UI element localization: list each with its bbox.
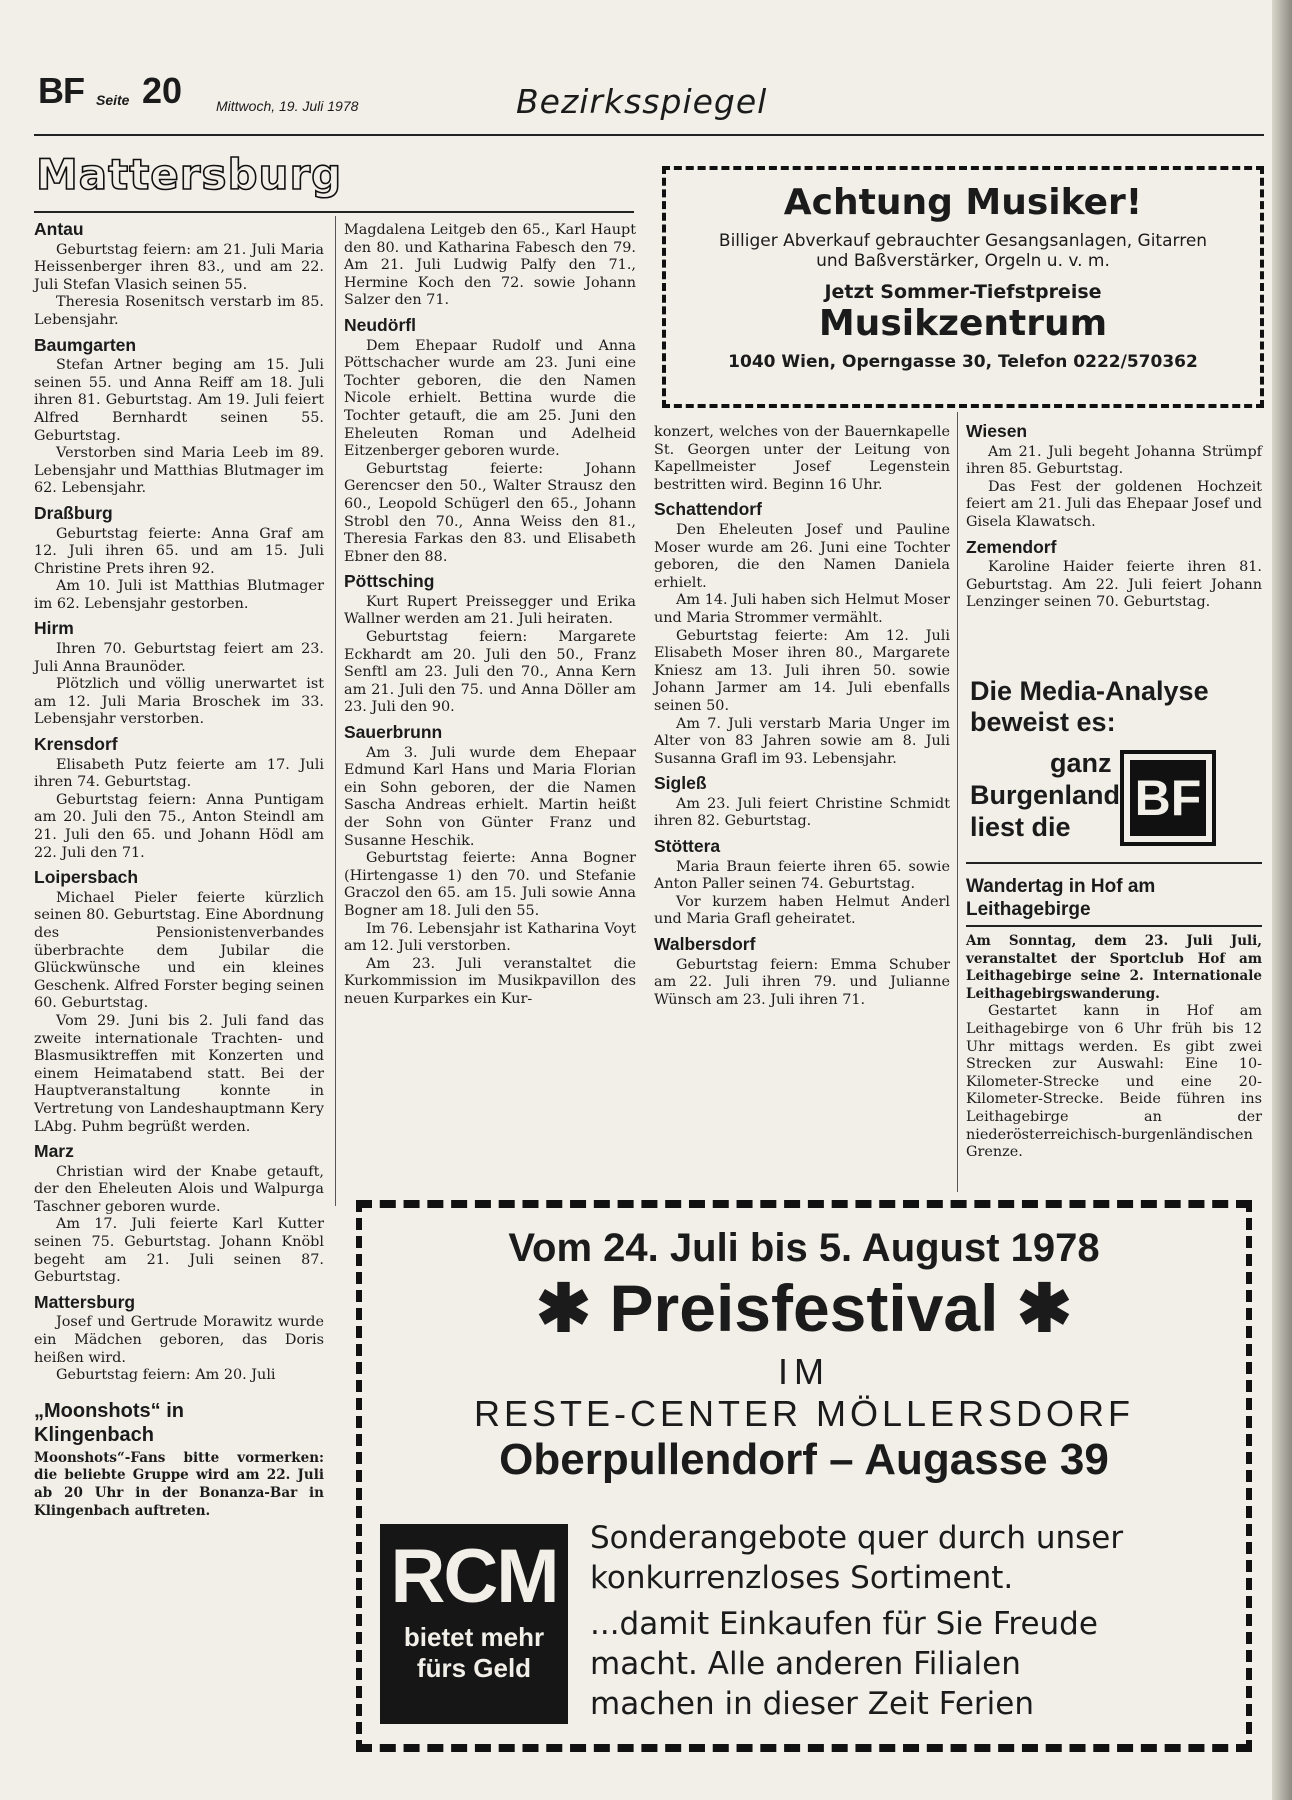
column-rule-1 [335, 216, 336, 1206]
heading-mattersburg: Mattersburg [34, 1291, 136, 1312]
heading-antau: Antau [34, 219, 84, 239]
media-line2: beweist es: [970, 707, 1116, 737]
rcm-address: Oberpullendorf – Augasse 39 [499, 1435, 1109, 1484]
ad-musik-address: 1040 Wien, Operngasse 30, Telefon 0222/570362 [728, 352, 1198, 372]
text-baumgarten-1: Stefan Artner beging am 15. Juli seinen 55. und Anna Reiff am 18. Juli ihren 81. Geburtstag. Am 19. Juli feiert Alfred Bernhardt seinen 55. Geburtstag. [34, 357, 324, 444]
page-number: 20 [142, 70, 183, 111]
region-title-rule [34, 211, 634, 213]
text-sauerbrunn-1: Am 3. Juli wurde dem Ehepaar Edmund Karl Hans und Maria Florian ein Sohn geboren, der die Namen Sascha Andreas erhielt. Martin heißt der Sohn von Günter Franz und Susanne Heschik. [344, 744, 636, 849]
media-line3: ganz [1050, 748, 1112, 778]
rcm-text [590, 1518, 1240, 1724]
text-baumgarten-2: Verstorben sind Maria Leeb im 89. Lebensjahr und Matthias Blutmager im 62. Lebensjahr. [34, 445, 324, 497]
heading-stoettera: Stöttera [654, 836, 721, 857]
text-col3-cont: konzert, welches von der Bauernkapelle St. Georgen unter der Leitung von Kapellmeister Josef Legenstein bestritten wird. Beginn 16 Uhr. [654, 424, 950, 493]
bf-logo-inner: BF [1130, 760, 1206, 836]
text-hirm-1: Ihren 70. Geburtstag feiert am 23. Juli Anna Braunöder. [34, 641, 324, 675]
text-wandertag-1: Am Sonntag, dem 23. Juli Juli, veranstaltet der Sportclub Hof am Leithagebirge seine 2. Internationale Leithagebirgswanderung. [966, 933, 1262, 1002]
heading-moonshots: „Moonshots“ in Klingenbach [34, 1399, 184, 1446]
text-krensdorf-1: Elisabeth Putz feierte am 17. Juli ihren 74. Geburtstag. [34, 756, 324, 791]
text-mattersburg-1: Josef und Gertrude Morawitz wurde ein Mädchen geboren, das Doris heißen wird. [34, 1314, 324, 1366]
text-krensdorf-2: Geburtstag feiern: Anna Puntigam am 20. Juli den 75., Anton Steindl am 21. Juli den 65. und Johann Hödl am 22. Juli den 71. [34, 791, 324, 861]
text-antau-1: Geburtstag feiern: am 21. Juli Maria Heissenberger ihren 83., und am 22. Juli Stefan Vlasich seinen 55. [34, 241, 324, 293]
masthead-rule [34, 134, 1264, 136]
rcm-logo: RCM [390, 1534, 558, 1619]
text-neudoerfl-2: Geburtstag feierte: Johann Gerencser den 50., Walter Strausz den 60., Leopold Schügerl den 65., Johann Strobl den 70., Anna Weiss den 81., Theresia Farkas den 83. und Elisabeth Ebner den 88. [344, 460, 636, 565]
rcm-text-5: machen in dieser Zeit Ferien [590, 1686, 1034, 1722]
text-stoettera-1: Maria Braun feierte ihren 65. sowie Anton Paller seinen 74. Geburtstag. [654, 858, 950, 893]
text-antau-2: Theresia Rosenitsch verstarb im 85. Lebensjahr. [34, 294, 324, 328]
masthead-date: Mittwoch, 19. Juli 1978 [216, 98, 359, 114]
rcm-logo-box [380, 1524, 568, 1724]
masthead-logo: BF [38, 70, 84, 111]
section-title: Bezirksspiegel [516, 82, 768, 121]
masthead-seite: Seite [96, 92, 130, 108]
text-wiesen-1: Am 21. Juli begeht Johanna Strümpf ihren 85. Geburtstag. [966, 443, 1262, 478]
text-sauerbrunn-4: Am 23. Juli veranstaltet die Kurkommission im Musikpavillon des neuen Kurparkes ein Kur- [344, 955, 636, 1007]
ad-rcm [356, 1200, 1252, 1752]
heading-wiesen: Wiesen [966, 421, 1028, 441]
text-walbersdorf-1: Geburtstag feiern: Emma Schuber am 22. Juli ihren 79. und Julianne Wünsch am 23. Juli ihren 71. [654, 956, 950, 1008]
column-3 [654, 424, 950, 1009]
column-4 [966, 416, 1262, 612]
ad-musik-line1: Billiger Abverkauf gebrauchter Gesangsanlagen, Gitarren [718, 231, 1208, 251]
heading-poettsching: Pöttsching [344, 571, 435, 592]
heading-schattendorf: Schattendorf [654, 499, 762, 520]
rcm-dates: Vom 24. Juli bis 5. August 1978 [508, 1226, 1100, 1270]
text-wiesen-2: Das Fest der goldenen Hochzeit feiert am 21. Juli das Ehepaar Josef und Gisela Klawatsch. [966, 478, 1262, 530]
text-poettsching-2: Geburtstag feiern: Margarete Eckhardt am 20. Juli den 50., Franz Senftl am 23. Juli den 70., Anna Kern am 21. Juli den 75. und Anna Döller am 23. Juli den 90. [344, 629, 636, 716]
ad-musik-name: Musikzentrum [818, 303, 1108, 344]
rcm-im: IM [778, 1351, 830, 1392]
rcm-slogan-1: bietet mehr [403, 1622, 545, 1652]
heading-sauerbrunn: Sauerbrunn [344, 722, 443, 743]
rcm-text-3: ...damit Einkaufen für Sie Freude [590, 1606, 1098, 1642]
text-poettsching-1: Kurt Rupert Preissegger und Erika Wallner werden am 21. Juli heiraten. [344, 593, 636, 628]
wandertag-rule [966, 925, 1262, 927]
text-sauerbrunn-3: Im 76. Lebensjahr ist Katharina Voyt am 12. Juli verstorben. [344, 920, 636, 955]
heading-hirm: Hirm [34, 618, 74, 639]
rcm-center: RESTE-CENTER MÖLLERSDORF [473, 1393, 1135, 1434]
ad-musik-line2: und Baßverstärker, Orgeln u. v. m. [816, 251, 1110, 271]
text-schattendorf-3: Geburtstag feierte: Am 12. Juli Elisabeth Moser ihren 80., Margarete Kniesz am 13. Juli ihren 50. sowie Johann Jarmer am 14. Juli ebenfalls seinen 50. [654, 627, 950, 714]
heading-drassburg: Draßburg [34, 502, 113, 523]
media-line5: liest die [970, 812, 1071, 842]
media-rule [966, 862, 1262, 864]
text-marz-2: Am 17. Juli feierte Karl Kutter seinen 75. Geburtstag. Johann Knöbl begeht am 21. Juli seinen 87. Geburtstag. [34, 1216, 324, 1286]
text-schattendorf-4: Am 7. Juli verstarb Maria Unger im Alter von 83 Jahren sowie am 8. Juli Susanna Grafl im 93. Lebensjahr. [654, 715, 950, 767]
text-loipersbach-1: Michael Pieler feierte kürzlich seinen 80. Geburtstag. Eine Abordnung des Pensionistenverbandes überbrachte dem Jubilar die Glückwünsche und ein kleines Geschenk. Alfred Forster beging seinen 60. Geburtstag. [34, 889, 324, 1012]
heading-marz: Marz [34, 1141, 74, 1162]
media-analyse-ad [970, 676, 1226, 856]
column-1 [34, 214, 324, 1520]
media-line1: Die Media-Analyse [970, 676, 1209, 706]
rcm-slogan-2: fürs Geld [416, 1653, 532, 1683]
column-rule-2 [957, 412, 958, 1192]
page-edge [1272, 0, 1292, 1800]
text-mattersburg-2: Geburtstag feiern: Am 20. Juli [56, 1367, 276, 1384]
text-drassburg-2: Am 10. Juli ist Matthias Blutmager im 62. Lebensjahr gestorben. [34, 578, 324, 612]
text-neudoerfl-1: Dem Ehepaar Rudolf und Anna Pöttschacher wurde am 23. Juni eine Tochter geboren, die den Namen Nicole erhielt. Bettina wurde die Tochter getauft, die am 25. Juni den Eheleuten Roman und Adelheid Eitzenberger geboren wurde. [344, 337, 636, 460]
star-icon: ✱ [1016, 1271, 1073, 1345]
column-2 [344, 222, 636, 1009]
heading-loipersbach: Loipersbach [34, 867, 139, 888]
text-moonshots: Moonshots“-Fans bitte vormerken: die beliebte Gruppe wird am 22. Juli ab 20 Uhr in der Bonanza-Bar in Klingenbach auftreten. [34, 1449, 324, 1519]
text-col2-cont: Magdalena Leitgeb den 65., Karl Haupt den 80. und Katharina Fabesch den 79. Am 21. Juli Ludwig Palfy den 71., Hermine Koch den 72. sowie Johann Salzer den 71. [344, 222, 636, 309]
rcm-festival: Preisfestival [609, 1271, 999, 1345]
rcm-text-1: Sonderangebote quer durch unser [590, 1520, 1124, 1556]
wandertag-article [966, 868, 1262, 1162]
media-line4: Burgenland [970, 780, 1121, 810]
text-marz-1: Christian wird der Knabe getauft, der den Eheleuten Alois und Walpurga Taschner geboren wurde. [34, 1163, 324, 1215]
text-stoettera-2: Vor kurzem haben Helmut Anderl und Maria Grafl geheiratet. [654, 893, 950, 928]
heading-baumgarten: Baumgarten [34, 334, 137, 355]
ad-musik-line3: Jetzt Sommer-Tiefstpreise [824, 281, 1102, 303]
text-sigless-1: Am 23. Juli feiert Christine Schmidt ihren 82. Geburtstag. [654, 795, 950, 830]
text-hirm-2: Plötzlich und völlig unerwartet ist am 12. Juli Maria Broschek im 33. Lebensjahr verstorben. [34, 676, 324, 728]
text-schattendorf-2: Am 14. Juli haben sich Helmut Moser und Maria Strommer vermählt. [654, 592, 950, 626]
heading-neudoerfl: Neudörfl [344, 314, 416, 335]
heading-walbersdorf: Walbersdorf [654, 934, 756, 955]
rcm-text-4: macht. Alle anderen Filialen [590, 1646, 1021, 1682]
text-wandertag-2: Gestartet kann in Hof am Leithagebirge von 6 Uhr früh bis 12 Uhr mittags werden. Es gibt zwei Strecken zur Auswahl: Eine 10-Kilometer-Strecke und eine 20-Kilometer-Strecke. Beide führen ins Leithagebirge an der niederösterreichisch-burgenländischen Grenze. [966, 1003, 1262, 1161]
rcm-festival-row [362, 1271, 1246, 1345]
bf-logo [1120, 750, 1216, 846]
region-title: Mattersburg [36, 150, 343, 199]
heading-krensdorf: Krensdorf [34, 734, 118, 755]
heading-wandertag: Wandertag in Hof am Leithagebirge [966, 876, 1156, 920]
star-icon: ✱ [535, 1271, 592, 1345]
text-drassburg-1: Geburtstag feierte: Anna Graf am 12. Juli ihren 65. und am 15. Juli Christine Prets ihren 92. [34, 525, 324, 577]
ad-musik-title: Achtung Musiker! [783, 182, 1143, 223]
text-loipersbach-2: Vom 29. Juni bis 2. Juli fand das zweite internationale Trachten- und Blasmusiktreffen mit Konzerten und einem Heimatabend statt. Bei der Hauptveranstaltung konnte in Vertretung von Landeshauptmann Kery LAbg. Puhm begrüßt werden. [34, 1012, 324, 1135]
text-schattendorf-1: Den Eheleuten Josef und Pauline Moser wurde am 26. Juni eine Tochter geboren, die den Namen Daniela erhielt. [654, 521, 950, 591]
heading-zemendorf: Zemendorf [966, 536, 1057, 557]
text-zemendorf-1: Karoline Haider feierte ihren 81. Geburtstag. Am 22. Juli feiert Johann Lenzinger seinen 70. Geburtstag. [966, 559, 1262, 611]
heading-sigless: Sigleß [654, 773, 707, 794]
rcm-text-2: konkurrenzloses Sortiment. [590, 1560, 1014, 1596]
text-sauerbrunn-2: Geburtstag feierte: Anna Bogner (Hirtengasse 1) den 70. und Stefanie Graczol den 65. am 15. Juli sowie Anna Bogner am 18. Juli den 55. [344, 850, 636, 919]
ad-musikzentrum [662, 166, 1264, 408]
